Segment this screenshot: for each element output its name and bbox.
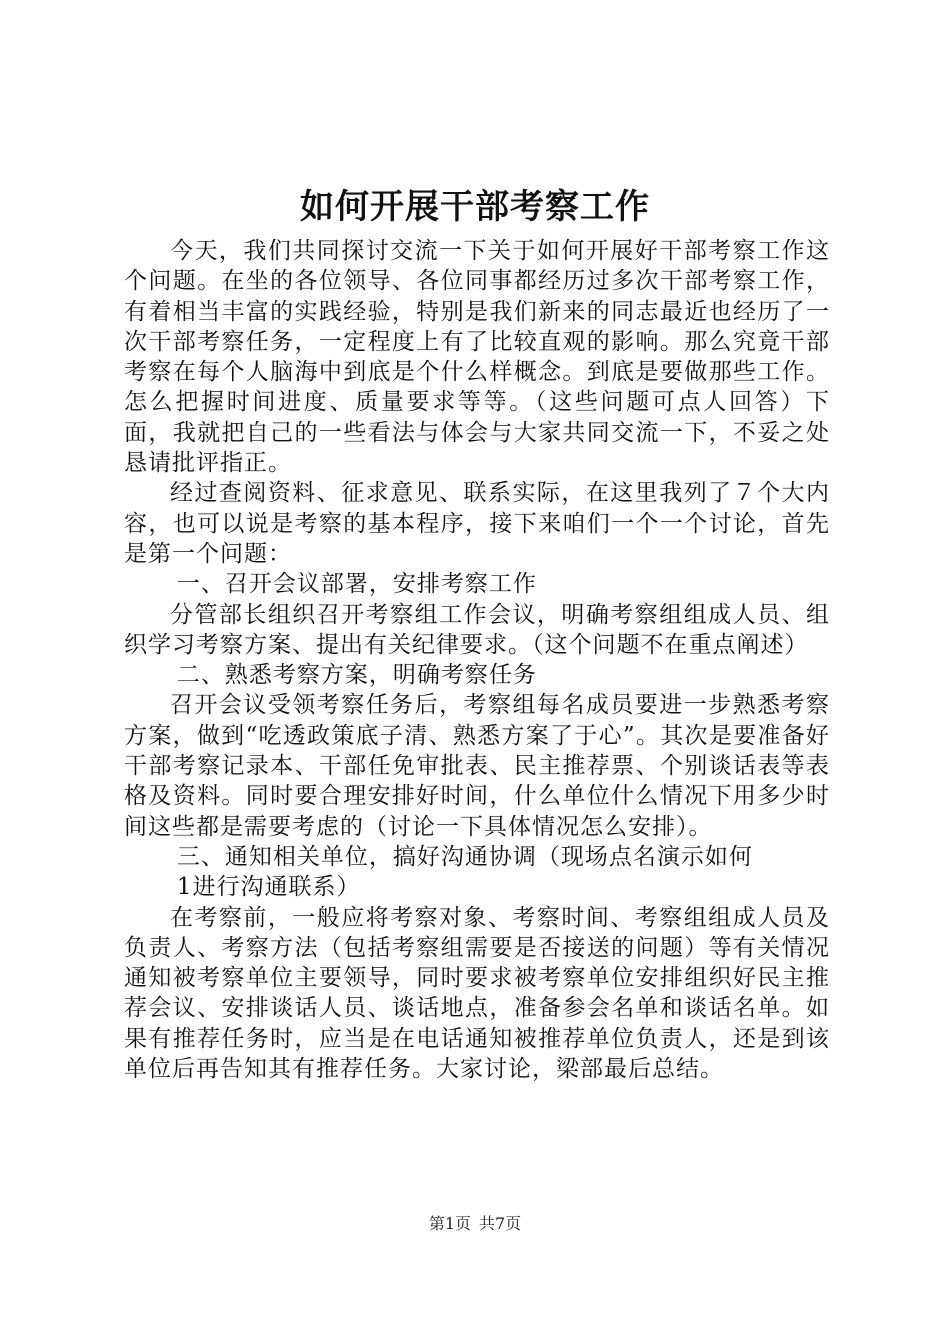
paragraph-overview: 经过查阅资料、征求意见、联系实际，在这里我列了７个大内容，也可以说是考察的基本程序，接下来咱们一个一个讨论，首先是第一个问题： xyxy=(124,480,830,567)
section-heading-3-continued: 1进行沟通联系） xyxy=(176,874,361,901)
page-footer xyxy=(0,1213,950,1235)
section-heading-2: 二、熟悉考察方案，明确考察任务 xyxy=(176,662,537,689)
paragraph-intro: 今天，我们共同探讨交流一下关于如何开展好干部考察工作这个问题。在坐的各位领导、各位同事都经历过多次干部考察工作，有着相当丰富的实践经验，特别是我们新来的同志最近也经历了一次干部考察任务，一定程度上有了比较直观的影响。那么究竟干部考察在每个人脑海中到底是个什么样概念。到底是要做那些工作。怎么把握时间进度、质量要求等等。（这些问题可点人回答）下面，我就把自己的一些看法与体会与大家共同交流一下，不妥之处恳请批评指正。 xyxy=(124,238,830,477)
paragraph-section-1: 分管部长组织召开考察组工作会议，明确考察组组成人员、组织学习考察方案、提出有关纪律要求。（这个问题不在重点阐述） xyxy=(124,601,830,658)
document-title: 如何开展干部考察工作 xyxy=(300,187,650,227)
paragraph-section-2: 召开会议受领考察任务后，考察组每名成员要进一步熟悉考察方案，做到“吃透政策底子清、熟悉方案了于心”。其次是要准备好干部考察记录本、干部任免审批表、民主推荐票、个别谈话表等表格及资料。同时要合理安排好时间，什么单位什么情况下用多少时间这些都是需要考虑的（讨论一下具体情况怎么安排）。 xyxy=(124,692,830,840)
document-body xyxy=(124,236,830,1084)
section-heading-3: 三、通知相关单位，搞好沟通协调（现场点名演示如何 xyxy=(176,843,753,870)
section-heading-1: 一、召开会议部署，安排考察工作 xyxy=(176,571,537,598)
page-number: 第1页 xyxy=(428,1214,471,1233)
page-total: 共7页 xyxy=(479,1214,522,1233)
paragraph-section-3: 在考察前，一般应将考察对象、考察时间、考察组组成人员及负责人、考察方法（包括考察组需要是否接送的问题）等有关情况通知被考察单位主要领导，同时要求被考察单位安排组织好民主推荐会议、安排谈话人员、谈话地点，准备参会名单和谈话名单。如果有推荐任务时，应当是在电话通知被推荐单位负责人，还是到该单位后再告知其有推荐任务。大家讨论，梁部最后总结。 xyxy=(124,904,830,1083)
